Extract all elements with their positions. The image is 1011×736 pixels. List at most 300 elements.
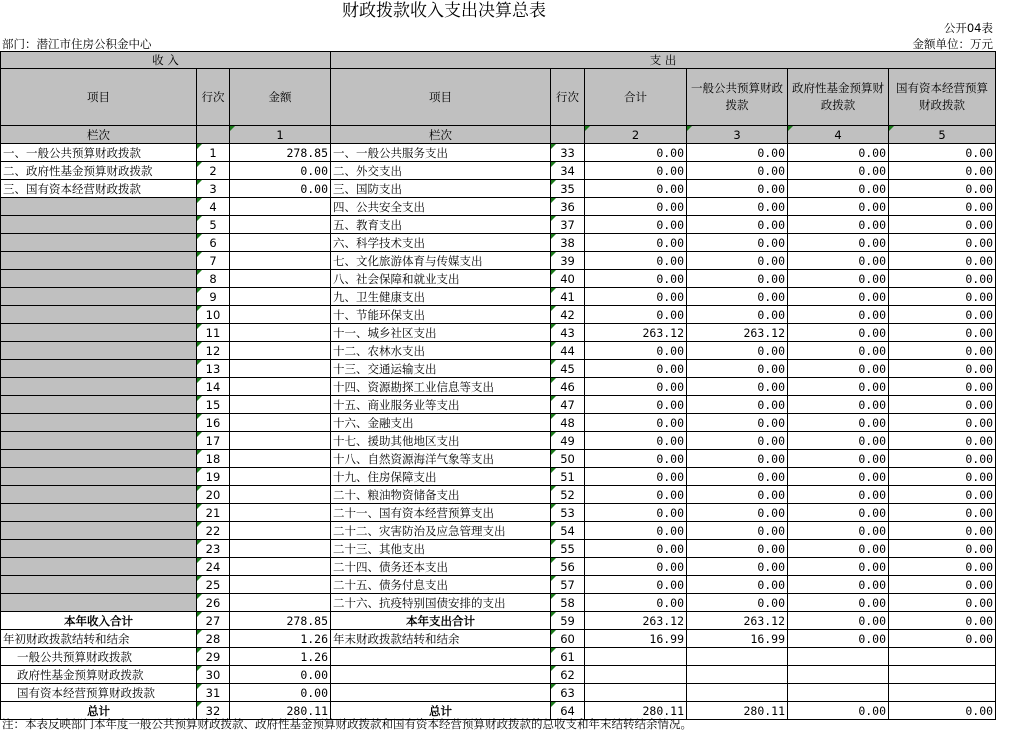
expense-line-number: 37 (551, 216, 585, 234)
expense-state-capital: 0.00 (889, 162, 996, 180)
income-line-number: 26 (197, 594, 230, 612)
expense-state-capital: 0.00 (889, 468, 996, 486)
income-amount (230, 414, 331, 432)
expense-line-number: 35 (551, 180, 585, 198)
expense-gov-fund: 0.00 (788, 450, 889, 468)
table-row (1, 306, 996, 324)
expense-general-budget: 0.00 (687, 378, 788, 396)
income-line-number: 20 (197, 486, 230, 504)
expense-gov-fund: 0.00 (788, 252, 889, 270)
table-row (1, 432, 996, 450)
footnote: 注：本表反映部门本年度一般公共预算财政拨款、政府性基金预算财政拨款和国有资本经营预算财政拨款的总收支和年末结转结余情况。 (2, 717, 692, 731)
income-amount (230, 576, 331, 594)
expense-item: 十一、城乡社区支出 (331, 324, 551, 342)
income-amount (230, 306, 331, 324)
expense-general-budget (687, 684, 788, 702)
table-row (1, 630, 996, 648)
income-line-number: 25 (197, 576, 230, 594)
income-line-number: 2 (197, 162, 230, 180)
expense-total: 0.00 (585, 504, 687, 522)
expense-item: 二十五、债务付息支出 (331, 576, 551, 594)
income-item (1, 378, 197, 396)
expense-state-capital: 0.00 (889, 324, 996, 342)
expense-line-number: 38 (551, 234, 585, 252)
expense-total: 0.00 (585, 198, 687, 216)
expense-total: 0.00 (585, 180, 687, 198)
expense-general-budget: 0.00 (687, 288, 788, 306)
expense-state-capital: 0.00 (889, 306, 996, 324)
expense-total: 0.00 (585, 252, 687, 270)
expense-col-line-blank (551, 126, 585, 144)
income-amount (230, 216, 331, 234)
general-budget-header: 一般公共预算财政拨款 (687, 69, 788, 126)
table-row (1, 396, 996, 414)
expense-general-budget: 0.00 (687, 342, 788, 360)
income-line-number: 17 (197, 432, 230, 450)
expense-gov-fund: 0.00 (788, 414, 889, 432)
expense-state-capital: 0.00 (889, 288, 996, 306)
expense-state-capital: 0.00 (889, 144, 996, 162)
expense-line-number: 64 (551, 702, 585, 720)
income-item (1, 360, 197, 378)
income-amount (230, 342, 331, 360)
income-item (1, 522, 197, 540)
expense-item: 二十、粮油物资储备支出 (331, 486, 551, 504)
expense-total: 0.00 (585, 594, 687, 612)
income-amount (230, 486, 331, 504)
income-amount (230, 252, 331, 270)
expense-state-capital: 0.00 (889, 414, 996, 432)
expense-line-number: 40 (551, 270, 585, 288)
expense-gov-fund: 0.00 (788, 288, 889, 306)
expense-line-number: 42 (551, 306, 585, 324)
expense-line-number: 45 (551, 360, 585, 378)
expense-line-number: 61 (551, 648, 585, 666)
table-row (1, 540, 996, 558)
expense-state-capital: 0.00 (889, 486, 996, 504)
expense-line-number: 39 (551, 252, 585, 270)
expense-state-capital: 0.00 (889, 342, 996, 360)
income-line-number: 12 (197, 342, 230, 360)
expense-total (585, 648, 687, 666)
income-item (1, 288, 197, 306)
expense-gov-fund: 0.00 (788, 216, 889, 234)
expense-line-number: 57 (551, 576, 585, 594)
income-item: 一、一般公共预算财政拨款 (1, 144, 197, 162)
column-header-row (1, 69, 996, 126)
expense-item: 八、社会保障和就业支出 (331, 270, 551, 288)
income-line-number: 6 (197, 234, 230, 252)
expense-state-capital (889, 684, 996, 702)
expense-total: 0.00 (585, 216, 687, 234)
expense-general-budget: 0.00 (687, 198, 788, 216)
income-amount (230, 288, 331, 306)
expense-item: 六、科学技术支出 (331, 234, 551, 252)
section-header-row (1, 52, 996, 69)
income-amount: 280.11 (230, 702, 331, 720)
expense-general-budget: 0.00 (687, 450, 788, 468)
expense-total: 0.00 (585, 486, 687, 504)
income-item (1, 270, 197, 288)
income-col-line-blank (197, 126, 230, 144)
expense-gov-fund: 0.00 (788, 702, 889, 720)
expense-state-capital: 0.00 (889, 234, 996, 252)
income-line-number: 15 (197, 396, 230, 414)
table-row (1, 324, 996, 342)
expense-col-label: 栏次 (331, 126, 551, 144)
expense-gov-fund: 0.00 (788, 504, 889, 522)
income-amount: 1.26 (230, 630, 331, 648)
expense-line-header: 行次 (551, 69, 585, 126)
col-number-4: 4 (788, 126, 889, 144)
expense-total (585, 684, 687, 702)
expense-item: 十四、资源勘探工业信息等支出 (331, 378, 551, 396)
state-capital-header: 国有资本经营预算财政拨款 (889, 69, 996, 126)
income-amount (230, 450, 331, 468)
expense-item: 十三、交通运输支出 (331, 360, 551, 378)
income-amount (230, 540, 331, 558)
expense-gov-fund: 0.00 (788, 180, 889, 198)
expense-item-header: 项目 (331, 69, 551, 126)
expense-item: 本年支出合计 (331, 612, 551, 630)
expense-gov-fund: 0.00 (788, 612, 889, 630)
income-line-number: 27 (197, 612, 230, 630)
expense-total: 263.12 (585, 324, 687, 342)
income-line-number: 30 (197, 666, 230, 684)
income-line-number: 8 (197, 270, 230, 288)
expense-gov-fund: 0.00 (788, 234, 889, 252)
income-amount (230, 198, 331, 216)
expense-line-number: 63 (551, 684, 585, 702)
income-item: 国有资本经营预算财政拨款 (1, 684, 197, 702)
income-line-number: 1 (197, 144, 230, 162)
expense-gov-fund (788, 666, 889, 684)
expense-item: 二十二、灾害防治及应急管理支出 (331, 522, 551, 540)
table-row (1, 450, 996, 468)
income-line-number: 22 (197, 522, 230, 540)
table-row (1, 342, 996, 360)
income-amount (230, 234, 331, 252)
table-row (1, 270, 996, 288)
income-amount (230, 468, 331, 486)
income-line-number: 28 (197, 630, 230, 648)
income-item (1, 432, 197, 450)
expense-item: 二十三、其他支出 (331, 540, 551, 558)
expense-state-capital: 0.00 (889, 396, 996, 414)
income-item: 本年收入合计 (1, 612, 197, 630)
expense-item (331, 684, 551, 702)
income-item: 一般公共预算财政拨款 (1, 648, 197, 666)
expense-total: 0.00 (585, 342, 687, 360)
income-item (1, 342, 197, 360)
table-row (1, 162, 996, 180)
expense-item: 五、教育支出 (331, 216, 551, 234)
income-item: 二、政府性基金预算财政拨款 (1, 162, 197, 180)
expense-line-number: 55 (551, 540, 585, 558)
expense-general-budget: 0.00 (687, 414, 788, 432)
expense-total: 0.00 (585, 270, 687, 288)
expense-state-capital (889, 666, 996, 684)
report-title: 财政拨款收入支出决算总表 (342, 1, 546, 21)
expense-state-capital: 0.00 (889, 360, 996, 378)
expense-total: 16.99 (585, 630, 687, 648)
column-number-row (1, 126, 996, 144)
income-item (1, 216, 197, 234)
expense-state-capital: 0.00 (889, 180, 996, 198)
income-amount: 1.26 (230, 648, 331, 666)
expense-state-capital: 0.00 (889, 216, 996, 234)
expense-general-budget: 0.00 (687, 576, 788, 594)
expense-gov-fund: 0.00 (788, 144, 889, 162)
table-row (1, 684, 996, 702)
expense-general-budget (687, 666, 788, 684)
expense-general-budget: 0.00 (687, 252, 788, 270)
table-row (1, 414, 996, 432)
expense-state-capital: 0.00 (889, 522, 996, 540)
expense-item: 十、节能环保支出 (331, 306, 551, 324)
expense-gov-fund: 0.00 (788, 360, 889, 378)
expense-gov-fund (788, 684, 889, 702)
expense-total: 0.00 (585, 558, 687, 576)
expense-state-capital: 0.00 (889, 612, 996, 630)
expense-total: 0.00 (585, 396, 687, 414)
income-item-header: 项目 (1, 69, 197, 126)
expense-total (585, 666, 687, 684)
expense-line-number: 36 (551, 198, 585, 216)
expense-total: 0.00 (585, 450, 687, 468)
expense-general-budget: 0.00 (687, 144, 788, 162)
income-amount (230, 594, 331, 612)
expense-general-budget: 0.00 (687, 432, 788, 450)
table-row (1, 468, 996, 486)
expense-item: 十二、农林水支出 (331, 342, 551, 360)
expense-general-budget: 0.00 (687, 306, 788, 324)
table-row (1, 198, 996, 216)
department-label: 部门：潜江市住房公积金中心 (2, 37, 152, 51)
income-line-number: 32 (197, 702, 230, 720)
expense-general-budget: 0.00 (687, 558, 788, 576)
expense-item (331, 666, 551, 684)
expense-gov-fund: 0.00 (788, 558, 889, 576)
table-row (1, 504, 996, 522)
income-line-number: 24 (197, 558, 230, 576)
expense-total: 0.00 (585, 432, 687, 450)
expense-state-capital: 0.00 (889, 504, 996, 522)
expense-total: 0.00 (585, 378, 687, 396)
expense-state-capital: 0.00 (889, 630, 996, 648)
table-row (1, 360, 996, 378)
expense-item: 二十六、抗疫特别国债安排的支出 (331, 594, 551, 612)
expense-line-number: 47 (551, 396, 585, 414)
expense-line-number: 46 (551, 378, 585, 396)
income-item (1, 594, 197, 612)
expense-general-budget: 0.00 (687, 234, 788, 252)
expense-state-capital: 0.00 (889, 540, 996, 558)
table-row (1, 216, 996, 234)
expense-state-capital: 0.00 (889, 594, 996, 612)
expense-general-budget: 0.00 (687, 522, 788, 540)
income-amount: 0.00 (230, 684, 331, 702)
income-line-number: 7 (197, 252, 230, 270)
expense-general-budget: 263.12 (687, 612, 788, 630)
expense-general-budget: 0.00 (687, 180, 788, 198)
expense-gov-fund: 0.00 (788, 576, 889, 594)
expense-item: 十九、住房保障支出 (331, 468, 551, 486)
income-item: 政府性基金预算财政拨款 (1, 666, 197, 684)
expense-gov-fund: 0.00 (788, 378, 889, 396)
expense-line-number: 44 (551, 342, 585, 360)
col-number-3: 3 (687, 126, 788, 144)
expense-gov-fund: 0.00 (788, 162, 889, 180)
expense-state-capital: 0.00 (889, 378, 996, 396)
income-item (1, 198, 197, 216)
income-amount (230, 324, 331, 342)
income-item: 年初财政拨款结转和结余 (1, 630, 197, 648)
expense-line-number: 53 (551, 504, 585, 522)
expense-total: 0.00 (585, 576, 687, 594)
income-item (1, 576, 197, 594)
income-line-number: 16 (197, 414, 230, 432)
table-row (1, 252, 996, 270)
income-line-number: 9 (197, 288, 230, 306)
income-item (1, 396, 197, 414)
expense-general-budget: 16.99 (687, 630, 788, 648)
income-line-number: 10 (197, 306, 230, 324)
expense-gov-fund: 0.00 (788, 468, 889, 486)
income-item: 三、国有资本经营财政拨款 (1, 180, 197, 198)
col-number-5: 5 (889, 126, 996, 144)
expense-gov-fund: 0.00 (788, 540, 889, 558)
expense-total: 0.00 (585, 144, 687, 162)
expense-gov-fund: 0.00 (788, 324, 889, 342)
income-amount (230, 270, 331, 288)
expense-gov-fund: 0.00 (788, 198, 889, 216)
expense-line-number: 56 (551, 558, 585, 576)
income-line-number: 29 (197, 648, 230, 666)
income-line-number: 23 (197, 540, 230, 558)
expense-total: 0.00 (585, 360, 687, 378)
expense-general-budget: 280.11 (687, 702, 788, 720)
income-line-number: 5 (197, 216, 230, 234)
income-item (1, 486, 197, 504)
expense-total: 0.00 (585, 162, 687, 180)
expense-general-budget: 0.00 (687, 594, 788, 612)
expense-general-budget: 0.00 (687, 540, 788, 558)
expense-total-header: 合计 (585, 69, 687, 126)
col-number-2: 2 (585, 126, 687, 144)
fiscal-summary-table (0, 51, 996, 720)
income-amount: 0.00 (230, 162, 331, 180)
expense-general-budget: 0.00 (687, 486, 788, 504)
table-row (1, 666, 996, 684)
income-item (1, 450, 197, 468)
income-line-number: 21 (197, 504, 230, 522)
expense-item: 二、外交支出 (331, 162, 551, 180)
income-amount: 0.00 (230, 666, 331, 684)
expense-gov-fund: 0.00 (788, 630, 889, 648)
table-row (1, 144, 996, 162)
expense-gov-fund: 0.00 (788, 306, 889, 324)
income-amount-header: 金额 (230, 69, 331, 126)
expense-item: 二十四、债务还本支出 (331, 558, 551, 576)
income-amount: 278.85 (230, 612, 331, 630)
income-item (1, 468, 197, 486)
expense-state-capital: 0.00 (889, 558, 996, 576)
expense-general-budget: 0.00 (687, 468, 788, 486)
income-item: 总计 (1, 702, 197, 720)
table-row (1, 522, 996, 540)
income-item (1, 558, 197, 576)
expense-section-header: 支 出 (331, 52, 996, 69)
table-row (1, 558, 996, 576)
expense-general-budget (687, 648, 788, 666)
expense-general-budget: 0.00 (687, 360, 788, 378)
table-row (1, 486, 996, 504)
unit-label: 金额单位：万元 (912, 37, 993, 51)
expense-line-number: 62 (551, 666, 585, 684)
expense-state-capital: 0.00 (889, 450, 996, 468)
income-amount (230, 522, 331, 540)
expense-general-budget: 0.00 (687, 396, 788, 414)
table-row (1, 378, 996, 396)
expense-item: 总计 (331, 702, 551, 720)
expense-line-number: 59 (551, 612, 585, 630)
expense-line-number: 60 (551, 630, 585, 648)
income-line-number: 4 (197, 198, 230, 216)
table-row (1, 180, 996, 198)
income-amount (230, 558, 331, 576)
income-item (1, 306, 197, 324)
expense-line-number: 50 (551, 450, 585, 468)
expense-line-number: 41 (551, 288, 585, 306)
expense-gov-fund: 0.00 (788, 270, 889, 288)
income-amount (230, 432, 331, 450)
expense-line-number: 43 (551, 324, 585, 342)
table-code: 公开04表 (943, 21, 993, 35)
income-item (1, 414, 197, 432)
income-amount: 0.00 (230, 180, 331, 198)
expense-item: 二十一、国有资本经营预算支出 (331, 504, 551, 522)
expense-total: 263.12 (585, 612, 687, 630)
expense-total: 280.11 (585, 702, 687, 720)
table-row (1, 594, 996, 612)
expense-gov-fund: 0.00 (788, 396, 889, 414)
expense-line-number: 51 (551, 468, 585, 486)
expense-general-budget: 0.00 (687, 162, 788, 180)
expense-total: 0.00 (585, 468, 687, 486)
expense-gov-fund: 0.00 (788, 522, 889, 540)
table-row (1, 648, 996, 666)
expense-gov-fund: 0.00 (788, 594, 889, 612)
income-line-number: 3 (197, 180, 230, 198)
expense-item: 十五、商业服务业等支出 (331, 396, 551, 414)
income-amount (230, 378, 331, 396)
expense-state-capital: 0.00 (889, 576, 996, 594)
expense-item: 一、一般公共服务支出 (331, 144, 551, 162)
income-section-header: 收 入 (1, 52, 331, 69)
income-line-number: 19 (197, 468, 230, 486)
expense-general-budget: 0.00 (687, 270, 788, 288)
expense-total: 0.00 (585, 414, 687, 432)
expense-gov-fund: 0.00 (788, 486, 889, 504)
expense-item: 七、文化旅游体育与传媒支出 (331, 252, 551, 270)
income-amount (230, 504, 331, 522)
income-amount: 278.85 (230, 144, 331, 162)
income-line-header: 行次 (197, 69, 230, 126)
table-row (1, 576, 996, 594)
expense-item: 十六、金融支出 (331, 414, 551, 432)
expense-item: 十八、自然资源海洋气象等支出 (331, 450, 551, 468)
